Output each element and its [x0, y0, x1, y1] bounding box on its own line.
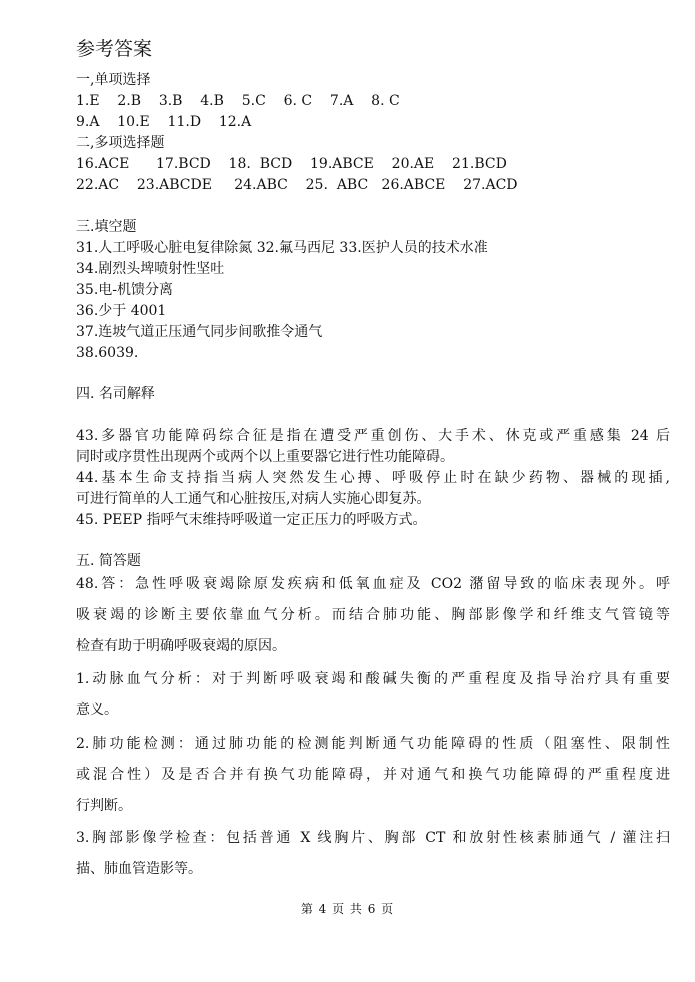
- answer-row: 1.E 2.B 3.B 4.B 5.C 6. C 7.A 8. C: [76, 93, 400, 109]
- paragraph-line: 描、肺血管造影等。: [76, 861, 202, 877]
- answer-row: 34.剧烈头埤喷射性坚吐: [76, 261, 225, 277]
- answer-row: 35.电-机馈分离: [76, 282, 173, 298]
- paragraph-line: 2.肺功能检测：通过肺功能的检测能判断通气功能障碍的性质（阻塞性、限制性: [76, 736, 670, 752]
- paragraph-line: 吸衰竭的诊断主要依靠血气分析。而结合肺功能、胸部影像学和纤维支气管镜等: [76, 607, 670, 623]
- page-footer: 第 4 页 共 6 页: [300, 902, 395, 916]
- answer-row: 38.6039.: [76, 345, 139, 361]
- paragraph-line: 意义。: [76, 702, 118, 718]
- answer-row: 37.连坡气道正压通气同步间歌推令通气: [76, 324, 323, 340]
- section-heading-terms: 四. 名司解释: [76, 386, 155, 402]
- section-heading-multiple-choice: 二,多项选择题: [76, 135, 165, 151]
- paragraph-line: 45. PEEP 指呼气末维持呼吸道一定正压力的呼吸方式。: [76, 512, 427, 528]
- paragraph-line: 检查有助于明确呼吸衰竭的原因。: [76, 638, 286, 654]
- paragraph-line: 3.胸部影像学检查：包括普通 X 线胸片、胸部 CT 和放射性核素肺通气 / 灌注扫: [76, 830, 670, 846]
- paragraph-line: 1.动脉血气分析：对于判断呼吸衰竭和酸碱失衡的严重程度及指导治疗具有重要: [76, 671, 670, 687]
- paragraph-line: 同时或序贯性出现两个或两个以上重要器它进行性功能障碍。: [76, 449, 454, 465]
- answer-row: 16.ACE 17.BCD 18. BCD 19.ABCE 20.AE 21.BCD: [76, 156, 507, 172]
- paragraph-line: 行判断。: [76, 798, 132, 814]
- answer-row: 22.AC 23.ABCDE 24.ABC 25. ABC 26.ABCE 27.ACD: [76, 177, 518, 193]
- section-heading-single-choice: 一,单项选择: [76, 72, 151, 88]
- answer-row: 9.A 10.E 11.D 12.A: [76, 114, 252, 130]
- paragraph-line: 可进行简单的人工通气和心脏按压,对病人实施心即复苏。: [76, 491, 431, 507]
- section-heading-short-answer: 五. 简答题: [76, 553, 141, 569]
- paragraph-line: 43.多器官功能障码综合征是指在遭受严重创伤、大手术、休克或严重感集 24 后: [76, 428, 670, 444]
- answer-row: 36.少于 4001: [76, 303, 167, 319]
- paragraph-line: 44.基本生命支持指当病人突然发生心搏、呼吸停止时在缺少药物、器械的现插,: [76, 470, 670, 486]
- paragraph-line: 或混合性）及是否合并有换气功能障碍，并对通气和换气功能障碍的严重程度进: [76, 767, 670, 783]
- answer-row: 31.人工呼吸心脏电复律除氮 32.氟马西尼 33.医护人员的技术水准: [76, 240, 488, 256]
- paragraph-line: 48.答：急性呼吸衰竭除原发疾病和低氧血症及 CO2 潴留导致的临床表现外。呼: [76, 576, 670, 592]
- page-title: 参考答案: [76, 38, 153, 60]
- section-heading-fill-blank: 三.填空题: [76, 219, 137, 235]
